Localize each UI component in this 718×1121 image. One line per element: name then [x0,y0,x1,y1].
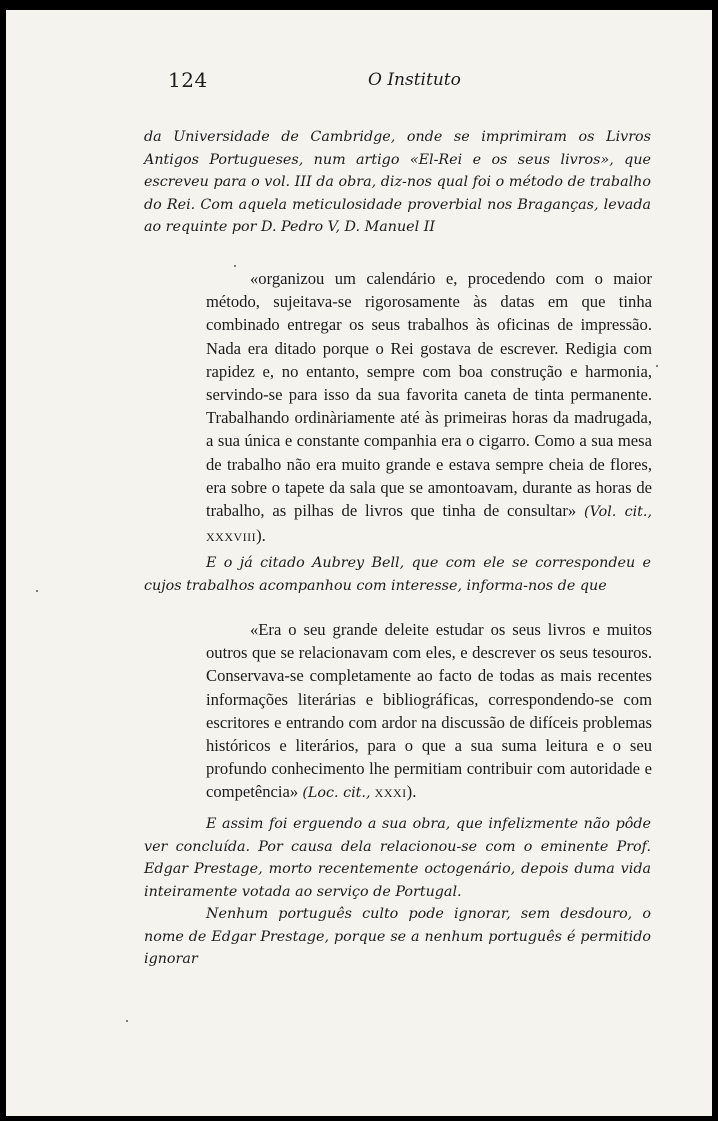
quote-text: «Era o seu grande deleite estudar os seus livros e muitos outros que se relacionavam com eles, e descrever os seus tesouros. Conservava-se completamente ao facto de todas as mais recentes informações literárias e bibliográficas, correspondendo-se com escritores e entrando com ardor na discussão de difíceis problemas históricos e literários, para o que a sua suma leitura e o seu profundo conhecimento lhe permitiam contribuir com autoridade e competência» [206,620,652,802]
paper-speck [36,590,38,592]
quote-citation-roman: xxxi [374,782,407,802]
paper-speck [234,265,236,267]
quote-citation: (Loc. cit., [302,785,371,802]
page-header [168,68,648,98]
running-title: O Instituto [368,70,461,90]
paragraph-obra: E assim foi erguendo a sua obra, que infelizmente não pôde ver concluída. Por causa dela relacionou-se com o eminente Prof. Edgar Prestage, morto recentemente octogenário, depois duma vida inteiramente votada ao serviço de Portugal. [144,816,651,900]
paper-speck [656,365,658,367]
block-quote-calendar [206,267,652,547]
paragraph-aubrey-bell: E o já citado Aubrey Bell, que com ele se correspondeu e cujos trabalhos acompanhou com interesse, informa-nos de que [144,555,651,594]
quote-text: «organizou um calendário e, procedendo com o maior método, sujeitava-se rigorosamente às datas em que tinha combinado entregar os seus trabalhos às oficinas de impressão. Nada era ditado porque o Rei gostava de escrever. Redigia com rapidez e, no entanto, sempre com boa construção e harmonia, servindo-se para isso da sua favorita caneta de tinta permanente. Trabalhando ordinàriamente até às primeiras horas da madrugada, a sua única e constante companhia era o cigarro. Como a sua mesa de trabalho não era muito grande e estava sempre cheia de flores, era sobre o tapete da sala que se amontoavam, durante as horas de trabalho, as pilhas de livros que tinha de consultar» [206,269,652,521]
quote-citation-roman: xxxviii [206,526,257,546]
page-number: 124 [168,68,208,92]
block-quote-deleite [206,618,652,806]
paragraph-intro: da Universidade de Cambridge, onde se imprimiram os Livros Antigos Portugueses, num artigo «El-Rei e os seus livros», que escreveu para o vol. III da obra, diz-nos qual foi o método de trabalho do Rei. Com aquela meticulosidade proverbial nos Braganças, levada ao requinte por D. Pedro V, D. Manuel II [144,129,651,236]
quote-citation: (Vol. cit., [584,504,653,521]
book-page [6,10,712,1116]
quote-citation-close: ). [256,526,266,546]
paper-speck [126,1020,128,1022]
paragraph-prestage: Nenhum português culto pode ignorar, sem desdouro, o nome de Edgar Prestage, porque se a nenhum português é permitido ignorar [144,906,651,968]
quote-citation-close: ). [406,782,417,802]
